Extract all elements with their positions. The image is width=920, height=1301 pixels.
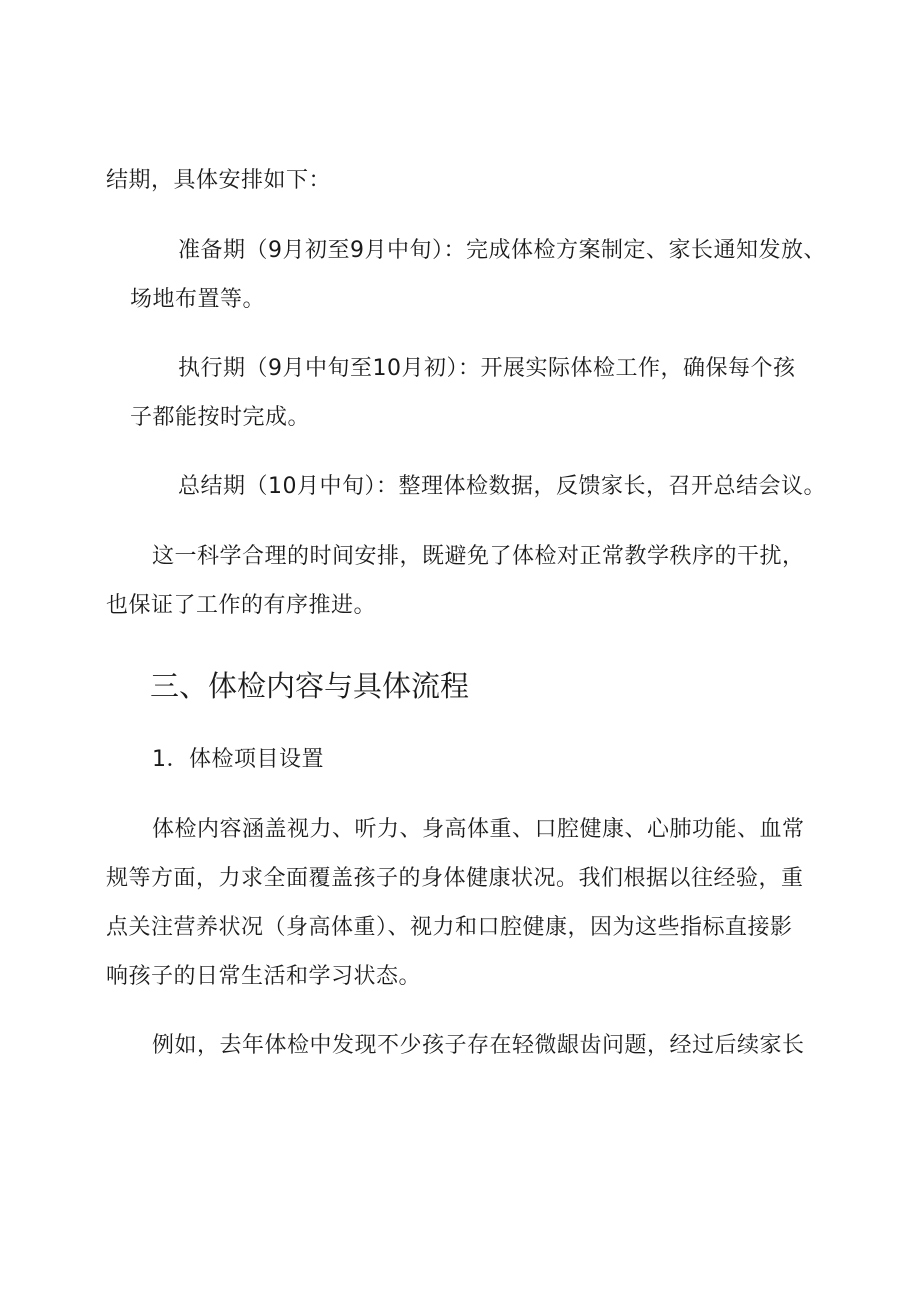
content-paragraph-line-4: 响孩子的日常生活和学习状态。: [106, 964, 422, 989]
sub-heading: 1．体检项目设置: [152, 747, 324, 772]
section-heading: 三、体检内容与具体流程: [150, 671, 470, 703]
content-paragraph-line-2: 规等方面，力求全面覆盖孩子的身体健康状况。我们根据以往经验，重: [106, 866, 804, 891]
content-paragraph-line-3: 点关注营养状况（身高体重）、视力和口腔健康，因为这些指标直接影: [106, 915, 793, 940]
prep-period-line-1: 准备期（9月初至9月中旬）：完成体检方案制定、家长通知发放、: [178, 238, 826, 263]
intro-text: 结期，具体安排如下：: [106, 168, 332, 193]
summary-period-line: 总结期（10月中旬）：整理体检数据，反馈家长，召开总结会议。: [178, 474, 826, 499]
example-paragraph-line-1: 例如，去年体检中发现不少孩子存在轻微龈齿问题，经过后续家长: [152, 1033, 805, 1058]
content-paragraph-line-1: 体检内容涵盖视力、听力、身高体重、口腔健康、心肺功能、血常: [152, 817, 805, 842]
schedule-paragraph-line-1: 这一科学合理的时间安排，既避免了体检对正常教学秩序的干扰，: [152, 544, 805, 569]
prep-period-line-2: 场地布置等。: [130, 287, 266, 312]
exec-period-line-1: 执行期（9月中旬至10月初）：开展实际体检工作，确保每个孩: [178, 356, 796, 381]
exec-period-line-2: 子都能按时完成。: [130, 405, 311, 430]
schedule-paragraph-line-2: 也保证了工作的有序推进。: [106, 593, 377, 618]
